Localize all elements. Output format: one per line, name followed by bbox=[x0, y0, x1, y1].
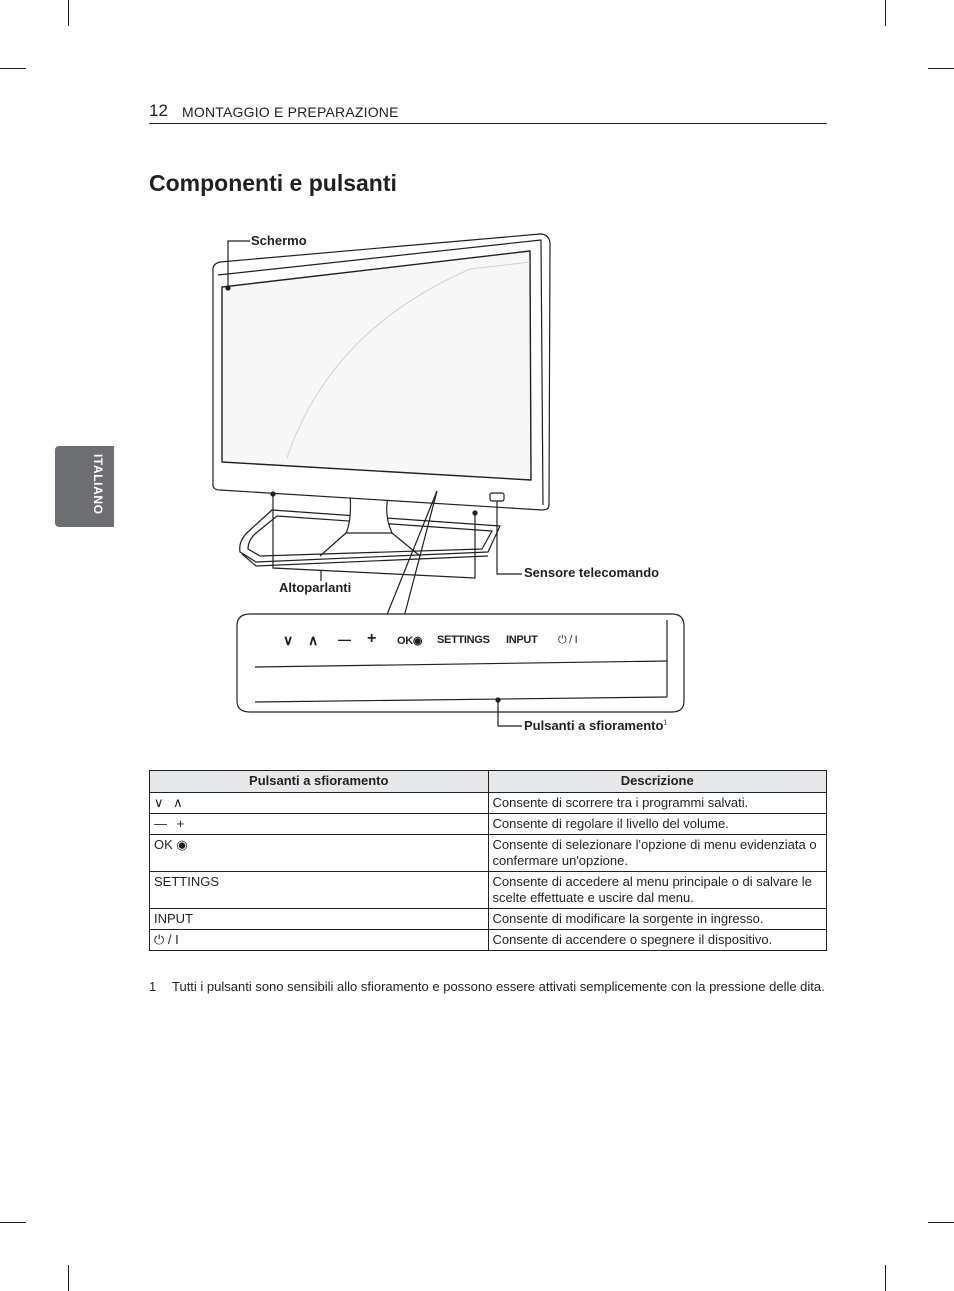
description-cell: Consente di accendere o spegnere il dispositivo. bbox=[488, 930, 827, 951]
channel-up-icon[interactable]: ∧ bbox=[308, 632, 318, 648]
volume-up-icon[interactable]: + bbox=[367, 630, 377, 647]
table-row bbox=[150, 793, 827, 814]
button-cell: ⏻ / I bbox=[150, 930, 489, 951]
description-cell: Consente di scorrere tra i programmi salvati. bbox=[488, 793, 827, 814]
column-header-description: Descrizione bbox=[488, 771, 827, 793]
crop-mark bbox=[68, 1265, 69, 1291]
volume-down-icon[interactable]: — bbox=[338, 632, 351, 647]
button-cell: SETTINGS bbox=[150, 872, 489, 909]
table-row bbox=[150, 814, 827, 835]
input-button[interactable]: INPUT bbox=[506, 634, 538, 646]
channel-down-icon[interactable]: ∨ bbox=[283, 632, 293, 648]
button-cell: INPUT bbox=[150, 909, 489, 930]
table-row bbox=[150, 835, 827, 872]
button-cell: OK ◉ bbox=[150, 835, 489, 872]
footnote-ref: 1 bbox=[663, 719, 668, 727]
table-row bbox=[150, 872, 827, 909]
button-cell: ∨ ∧ bbox=[150, 793, 489, 814]
section-title: MONTAGGIO E PREPARAZIONE bbox=[182, 104, 399, 120]
callout-remote-sensor: Sensore telecomando bbox=[524, 565, 660, 580]
footnote-text: Tutti i pulsanti sono sensibili allo sfioramento e possono essere attivati semplicemente con la pressione delle dita. bbox=[172, 979, 825, 994]
column-header-button: Pulsanti a sfioramento bbox=[150, 771, 489, 793]
description-cell: Consente di selezionare l'opzione di menu evidenziata o confermare un'opzione. bbox=[488, 835, 827, 872]
callout-touch-buttons bbox=[524, 718, 667, 733]
crop-mark bbox=[0, 1222, 26, 1223]
page-number: 12 bbox=[149, 101, 168, 120]
table-header-row bbox=[150, 771, 827, 793]
power-icon[interactable]: ⏻ / I bbox=[558, 634, 578, 646]
footnote-number: 1 bbox=[149, 979, 157, 994]
language-tab-label: ITALIANO bbox=[91, 454, 105, 515]
callout-screen: Schermo bbox=[251, 233, 307, 248]
buttons-table bbox=[149, 770, 827, 951]
callout-touch-buttons-label: Pulsanti a sfioramento bbox=[524, 718, 664, 733]
crop-mark bbox=[885, 1265, 886, 1291]
button-cell: — + bbox=[150, 814, 489, 835]
description-cell: Consente di regolare il livello del volume. bbox=[488, 814, 827, 835]
description-cell: Consente di modificare la sorgente in ingresso. bbox=[488, 909, 827, 930]
description-cell: Consente di accedere al menu principale o di salvare le scelte effettuate e uscire dal menu. bbox=[488, 872, 827, 909]
ok-button[interactable]: OK◉ bbox=[397, 635, 423, 647]
settings-button[interactable]: SETTINGS bbox=[437, 634, 490, 646]
callout-speakers: Altoparlanti bbox=[279, 580, 352, 595]
crop-mark bbox=[928, 1222, 954, 1223]
page-title: Componenti e pulsanti bbox=[149, 170, 397, 196]
table-row bbox=[150, 909, 827, 930]
table-row bbox=[150, 930, 827, 951]
